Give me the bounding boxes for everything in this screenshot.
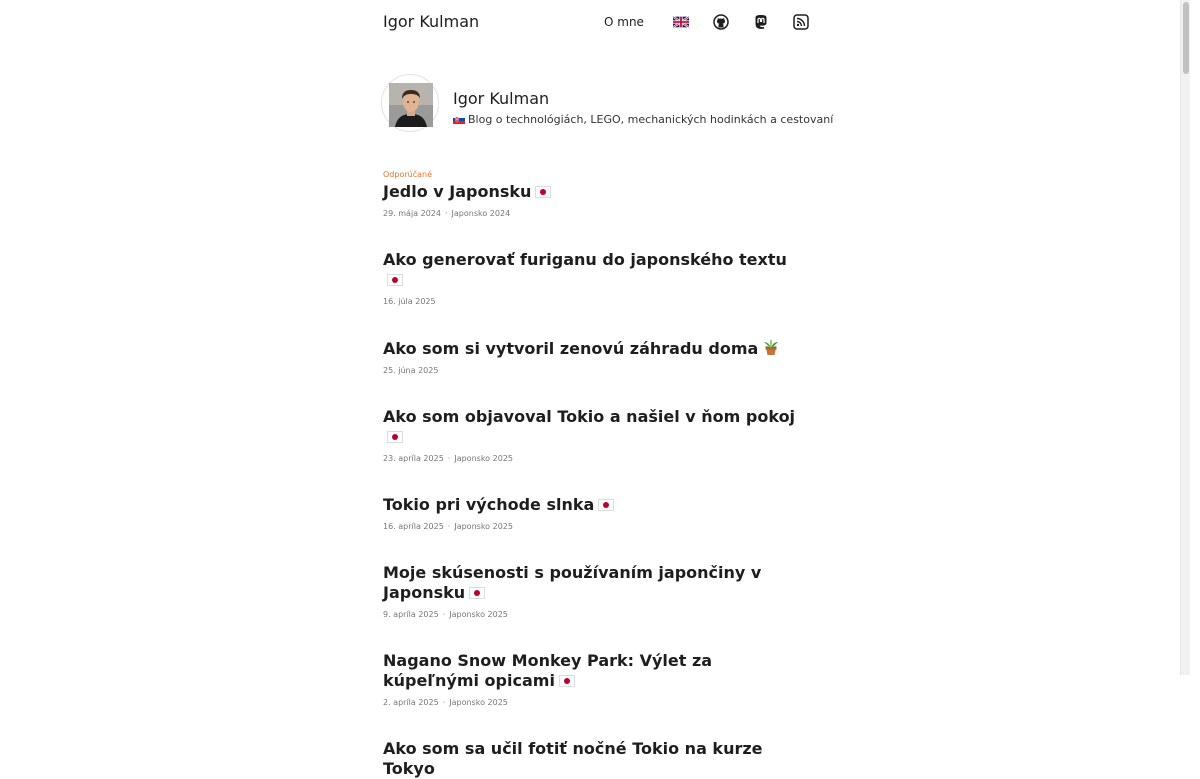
- post-title-link[interactable]: [383, 407, 803, 447]
- post-title-text: Ako som sa učil fotiť nočné Tokio na kurze Tokyo: [383, 739, 763, 778]
- meta-separator: ·: [447, 522, 451, 531]
- japan-flag-icon: [559, 675, 575, 687]
- post-title-text: Nagano Snow Monkey Park: Výlet za kúpeľnými opicami: [383, 651, 713, 690]
- post-item: [383, 407, 803, 463]
- post-meta: [383, 209, 803, 218]
- post-title-text: Ako som objavoval Tokio a našiel v ňom pokoj: [383, 407, 796, 426]
- post-item: [383, 495, 803, 531]
- scrollbar-thumb[interactable]: [1183, 2, 1189, 74]
- japan-flag-icon: [387, 274, 403, 286]
- post-meta: [383, 366, 803, 375]
- scrollbar[interactable]: [1180, 0, 1190, 675]
- post-item: [383, 250, 803, 306]
- meta-separator: ·: [447, 454, 451, 463]
- post-item: [383, 563, 803, 619]
- japan-flag-icon: [598, 499, 614, 511]
- post-date: 23. apríla 2025: [383, 454, 444, 463]
- avatar: [389, 83, 433, 127]
- mastodon-icon[interactable]: [753, 14, 771, 30]
- post-title-link[interactable]: [383, 250, 803, 290]
- post-item: [383, 338, 803, 375]
- profile-card: [381, 74, 834, 136]
- post-title-text: Ako generovať furiganu do japonského textu: [383, 250, 787, 269]
- post-title-text: Ako som si vytvoril zenovú záhradu doma: [383, 339, 759, 358]
- post-meta: [383, 297, 803, 306]
- potted-plant-icon: [762, 338, 780, 356]
- post-date: 9. apríla 2025: [383, 610, 439, 619]
- profile-name: Igor Kulman: [453, 89, 550, 108]
- post-series-link[interactable]: Japonsko 2025: [449, 698, 508, 707]
- post-date: 16. júla 2025: [383, 297, 436, 306]
- post-item: [383, 739, 803, 779]
- uk-flag-icon[interactable]: [673, 14, 691, 30]
- site-title-link[interactable]: Igor Kulman: [383, 12, 480, 31]
- post-title-text: Tokio pri východe slnka: [383, 495, 595, 514]
- japan-flag-icon: [387, 431, 403, 443]
- profile-bio: [453, 113, 833, 126]
- post-series-link[interactable]: Japonsko 2024: [451, 209, 511, 218]
- post-list: [383, 170, 803, 779]
- avatar-frame: [381, 74, 439, 132]
- post-item: [383, 170, 803, 218]
- japan-flag-icon: [535, 186, 551, 198]
- post-title-link[interactable]: [383, 182, 803, 202]
- post-title-link[interactable]: [383, 651, 803, 691]
- post-meta: [383, 610, 803, 619]
- site-header: [383, 0, 813, 44]
- slovakia-flag-icon: [453, 114, 465, 123]
- post-date: 16. apríla 2025: [383, 522, 444, 531]
- post-title-text: Moje skúsenosti s používaním japončiny v Japonsku: [383, 563, 762, 602]
- github-icon[interactable]: [713, 14, 731, 30]
- post-title-link[interactable]: [383, 495, 803, 515]
- post-meta: [383, 454, 803, 463]
- post-meta: [383, 698, 803, 707]
- rss-icon[interactable]: [793, 14, 811, 30]
- post-title-link[interactable]: [383, 739, 803, 779]
- post-item: [383, 651, 803, 707]
- post-series-link[interactable]: Japonsko 2025: [449, 610, 508, 619]
- post-date: 25. júna 2025: [383, 366, 439, 375]
- meta-separator: ·: [445, 209, 448, 218]
- post-series-link[interactable]: Japonsko 2025: [454, 522, 513, 531]
- japan-flag-icon: [469, 587, 485, 599]
- post-title-text: Jedlo v Japonsku: [383, 182, 532, 201]
- post-date: 29. mája 2024: [383, 209, 441, 218]
- post-meta: [383, 522, 803, 531]
- nav-about-link[interactable]: O mne: [604, 15, 644, 29]
- meta-separator: ·: [442, 698, 446, 707]
- featured-badge: Odporúčané: [383, 170, 432, 179]
- post-title-link[interactable]: [383, 338, 803, 359]
- post-title-link[interactable]: [383, 563, 803, 603]
- post-date: 2. apríla 2025: [383, 698, 439, 707]
- post-series-link[interactable]: Japonsko 2025: [454, 454, 513, 463]
- meta-separator: ·: [442, 610, 446, 619]
- profile-bio-text: Blog o technológiách, LEGO, mechanických hodinkách a cestovaní: [468, 113, 834, 126]
